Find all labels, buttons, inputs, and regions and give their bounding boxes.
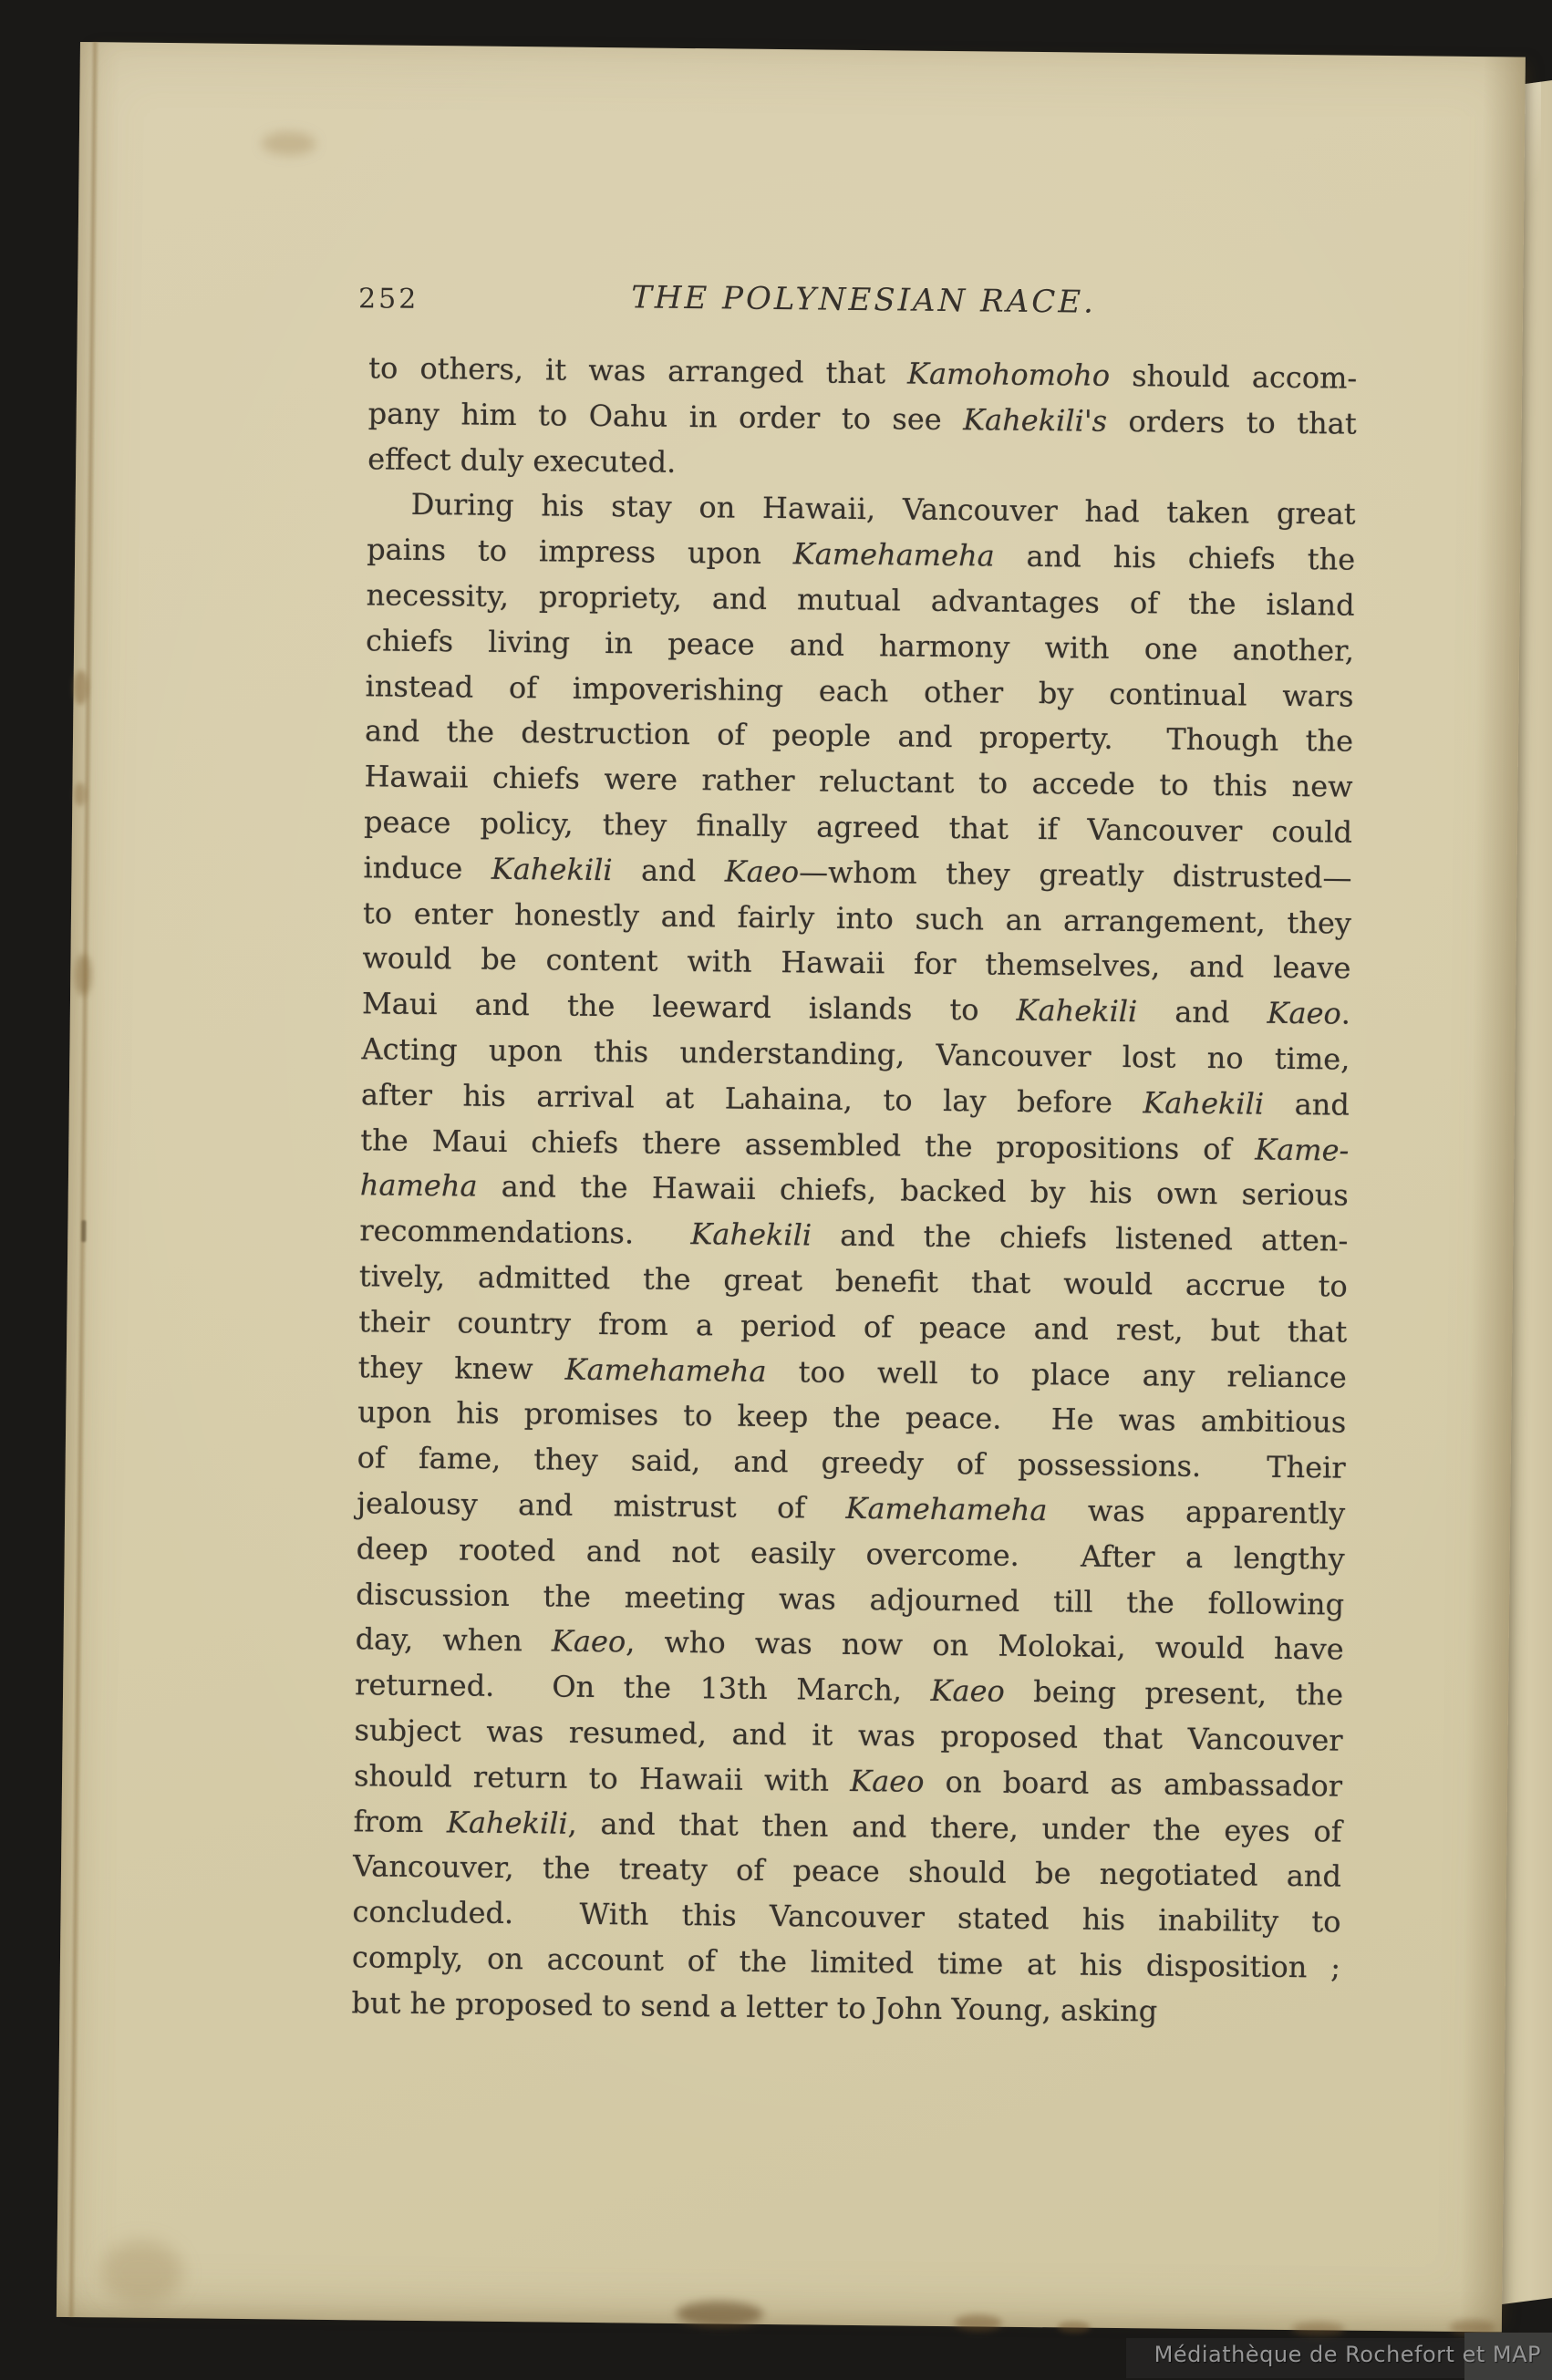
text: should return to Hawaii with xyxy=(353,1757,851,1798)
italic-text: Kamehameha xyxy=(564,1351,767,1389)
italic-text: Kaeo xyxy=(724,854,800,890)
italic-text: Kahekili xyxy=(1016,992,1138,1030)
italic-text: Kamehameha xyxy=(792,536,995,574)
watermark-text: Médiathèque de Rochefort et MAP xyxy=(1154,2342,1541,2367)
italic-text: Kahekili's xyxy=(963,401,1108,439)
text: their country from a period of peace and rest, but that xyxy=(358,1304,1348,1350)
text: deep rooted and not easily overcome. After a lengthy xyxy=(356,1530,1345,1577)
text: Hawaii chiefs were rather reluctant to accede to this new xyxy=(364,759,1353,804)
text: , and that then and there, under the eyes of xyxy=(567,1806,1342,1849)
text: Acting upon this understanding, Vancouver lost no time, xyxy=(361,1031,1350,1077)
text: after his arrival at Lahaina, to lay before xyxy=(360,1077,1143,1121)
text: —whom they greatly distrusted— xyxy=(798,854,1352,895)
italic-text: Kaeo xyxy=(1267,995,1341,1031)
text: and xyxy=(1263,1086,1350,1123)
italic-text: Kamohomoho xyxy=(906,356,1111,393)
italic-text: Kaeo xyxy=(551,1623,626,1660)
stain xyxy=(1058,2321,1091,2333)
stain xyxy=(1292,2322,1345,2336)
italic-text: Kaeo xyxy=(930,1672,1005,1709)
text: Maui and the leeward islands to xyxy=(361,986,1017,1028)
text: day, when xyxy=(355,1621,553,1659)
text: should accom- xyxy=(1109,357,1358,396)
text: and the destruction of people and property. Though the xyxy=(364,713,1354,760)
text: subject was resumed, and it was proposed that Vancouver xyxy=(354,1713,1343,1758)
text: and the chiefs listened atten- xyxy=(811,1217,1349,1258)
text: the Maui chiefs there assembled the propositions of xyxy=(360,1122,1256,1167)
text: induce xyxy=(363,850,492,886)
italic-text: hameha xyxy=(359,1167,478,1204)
running-title: THE POLYNESIAN RACE. xyxy=(630,279,1097,321)
text: . xyxy=(1340,996,1351,1031)
text: pains to impress upon xyxy=(366,532,794,572)
text: Vancouver, the treaty of peace should be negotiated and xyxy=(352,1848,1342,1894)
text: from xyxy=(353,1803,448,1839)
text: upon his promises to keep the peace. He was ambitious xyxy=(357,1394,1347,1440)
italic-text: Kahekili xyxy=(491,851,613,887)
text: on board as ambassador xyxy=(924,1764,1343,1804)
text: , who was now on Molokai, would have xyxy=(626,1624,1344,1667)
text: tively, admitted the great benefit that would accrue to xyxy=(358,1258,1348,1304)
text: necessity, propriety, and mutual advantages of the island xyxy=(366,577,1355,623)
italic-text: Kaeo xyxy=(850,1763,925,1799)
text: and the Hawaii chiefs, backed by his own serious xyxy=(477,1168,1350,1213)
stain xyxy=(262,131,316,156)
text: peace policy, they finally agreed that if Vancouver could xyxy=(363,804,1353,850)
body-text xyxy=(351,346,1357,2036)
text: was apparently xyxy=(1047,1493,1346,1531)
text: being present, the xyxy=(1004,1673,1344,1713)
text: effect duly executed. xyxy=(367,440,677,480)
text: but he proposed to send a letter to John Young, asking xyxy=(351,1984,1158,2029)
italic-text: Kahekili xyxy=(690,1216,812,1253)
text: orders to that xyxy=(1106,403,1357,441)
text: to others, it was arranged that xyxy=(368,350,908,391)
text: and his chiefs the xyxy=(994,538,1356,577)
italic-text: Kahekili xyxy=(446,1804,568,1841)
text: they knew xyxy=(357,1349,565,1387)
text: During his stay on Hawaii, Vancouver had taken great xyxy=(410,487,1356,533)
italic-text: Kahekili xyxy=(1143,1085,1265,1122)
text: chiefs living in peace and harmony with one another, xyxy=(365,623,1355,668)
page-number: 252 xyxy=(357,283,419,316)
text: too well to place any reliance xyxy=(766,1353,1347,1395)
text: concluded. With this Vancouver stated his inability to xyxy=(352,1894,1341,1940)
text: returned. On the 13th March, xyxy=(354,1667,931,1708)
stain xyxy=(100,2240,183,2304)
text: of fame, they said, and greedy of possessions. Their xyxy=(357,1440,1346,1485)
text: comply, on account of the limited time at his disposition ; xyxy=(351,1940,1341,1985)
page-header xyxy=(357,271,1359,336)
stain xyxy=(955,2314,1002,2332)
text: instead of impoverishing each other by continual wars xyxy=(365,667,1354,714)
italic-text: Kame- xyxy=(1255,1132,1350,1168)
text: and xyxy=(1137,994,1267,1030)
stain xyxy=(677,2301,763,2327)
text: jealousy and mistrust of xyxy=(357,1485,846,1526)
text: pany him to Oahu in order to see xyxy=(367,396,964,437)
text: to enter honestly and fairly into such an arrangement, they xyxy=(362,895,1352,941)
book-page xyxy=(57,42,1526,2332)
italic-text: Kamehameha xyxy=(845,1490,1048,1528)
text: recommendations. xyxy=(359,1213,691,1252)
text: discussion the meeting was adjourned till the following xyxy=(355,1576,1345,1622)
page-crease xyxy=(67,42,99,2317)
text: would be content with Hawaii for themselves, and leave xyxy=(362,940,1351,987)
text: and xyxy=(612,852,726,889)
